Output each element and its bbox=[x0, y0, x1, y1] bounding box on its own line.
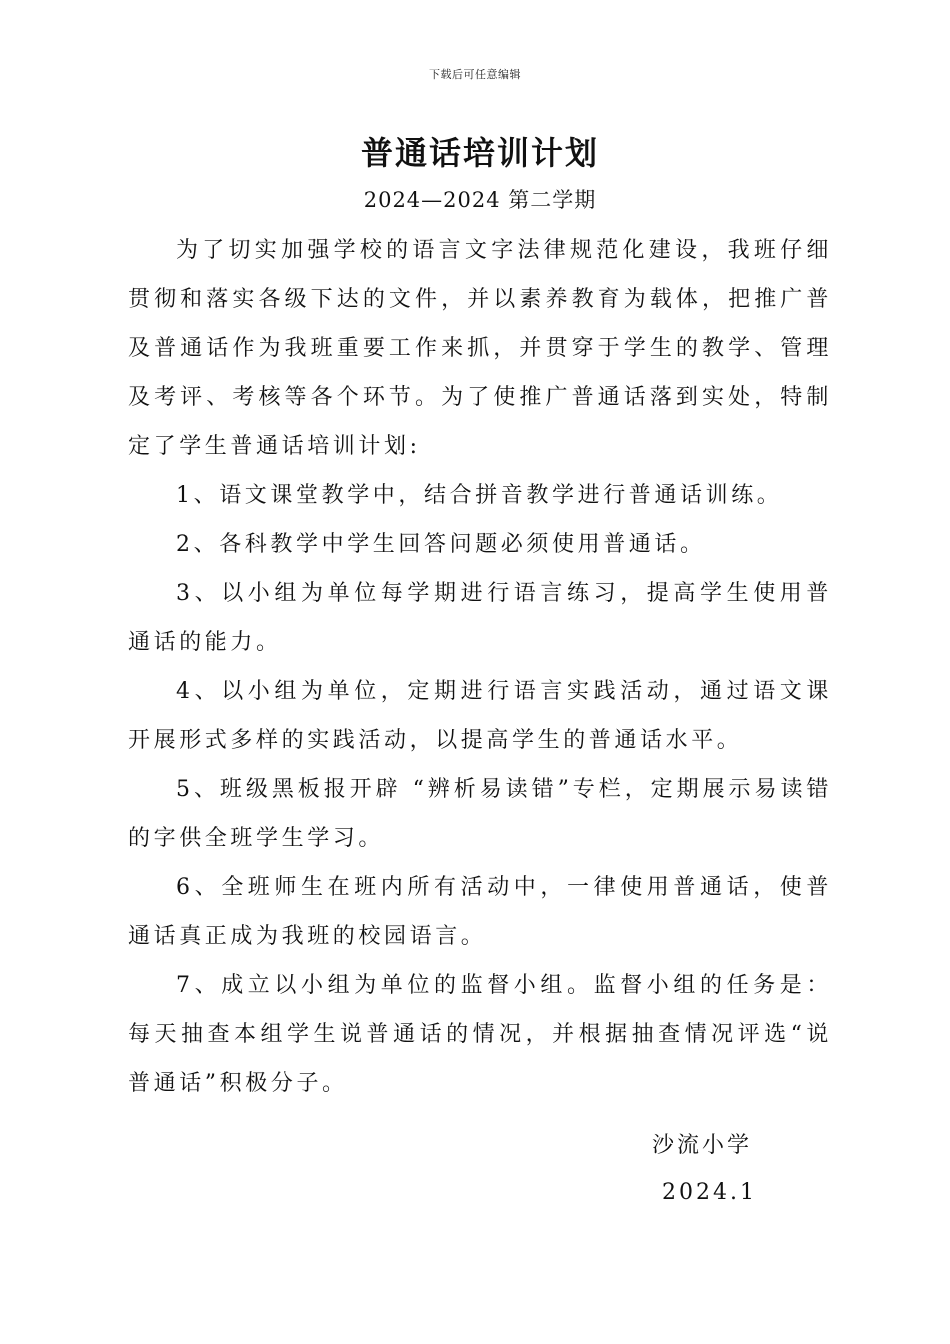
plan-item-4: 4、以小组为单位，定期进行语言实践活动，通过语文课开展形式多样的实践活动，以提高学生的普通话水平。 bbox=[128, 679, 832, 753]
plan-item-1: 1、语文课堂教学中，结合拼音教学进行普通话训练。 bbox=[176, 483, 783, 508]
plan-item-3: 3、以小组为单位每学期进行语言练习，提高学生使用普通话的能力。 bbox=[128, 581, 832, 655]
document-title: 普通话培训计划 bbox=[360, 134, 599, 172]
plan-item-6: 6、全班师生在班内所有活动中，一律使用普通话，使普通话真正成为我班的校园语言。 bbox=[128, 875, 832, 949]
document-body bbox=[128, 226, 832, 1108]
signature-school: 沙流小学 bbox=[652, 1133, 753, 1158]
plan-item-5: 5、班级黑板报开辟 “辨析易读错”专栏，定期展示易读错的字供全班学生学习。 bbox=[128, 777, 832, 851]
plan-item-2: 2、各科教学中学生回答问题必须使用普通话。 bbox=[176, 532, 706, 557]
plan-item-7: 7、成立以小组为单位的监督小组。监督小组的任务是：每天抽查本组学生说普通话的情况，并根据抽查情况评选“说普通话”积极分子。 bbox=[128, 973, 832, 1096]
signature-date: 2024.1 bbox=[662, 1180, 757, 1205]
header-note: 下载后可任意编辑 bbox=[429, 68, 521, 81]
intro-paragraph: 为了切实加强学校的语言文字法律规范化建设，我班仔细贯彻和落实各级下达的文件，并以素养教育为载体，把推广普及普通话作为我班重要工作来抓，并贯穿于学生的教学、管理及考评、考核等各个环节。为了使推广普通话落到实处，特制定了学生普通话培训计划: bbox=[128, 238, 832, 459]
document-subtitle: 2024—2024 第二学期 bbox=[363, 188, 597, 212]
